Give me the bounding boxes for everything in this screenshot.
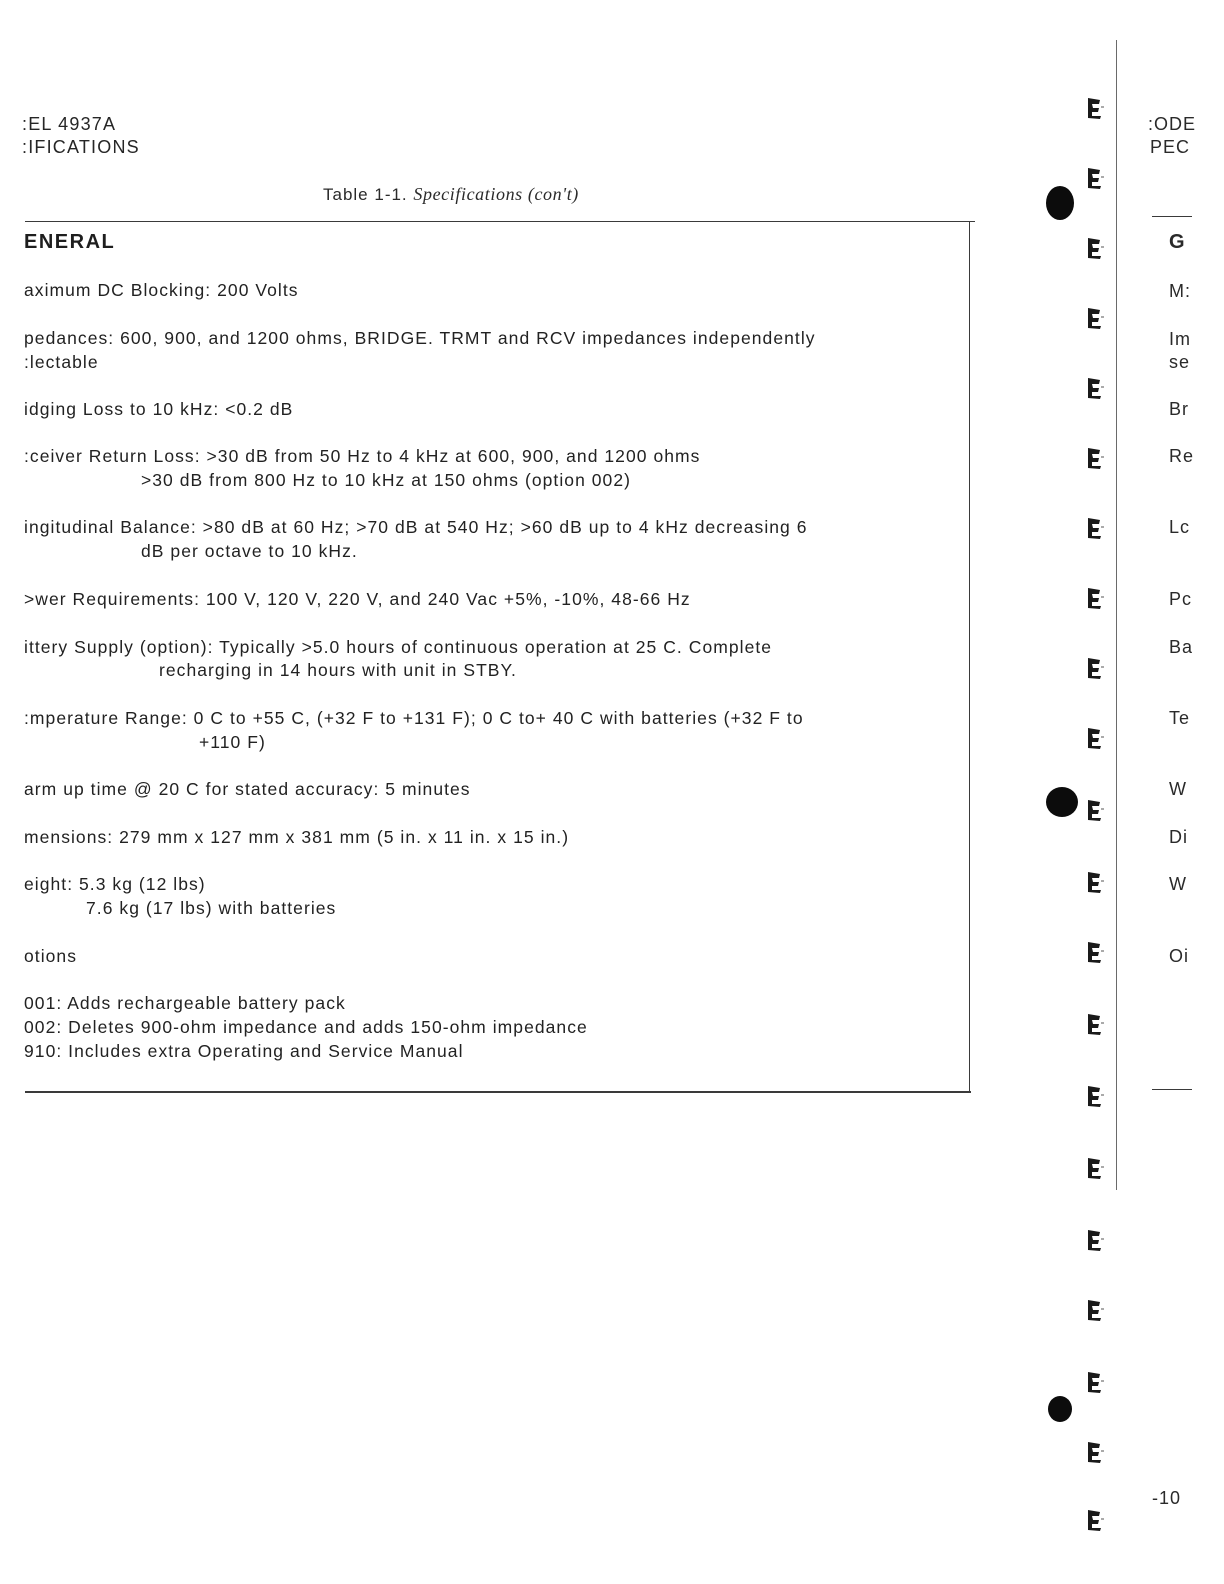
table-top-border [25,221,975,222]
spec-impedances: pedances: 600, 900, and 1200 ohms, BRIDGE. TRMT and RCV impedances independently [24,328,816,348]
spec-option-002: 002: Deletes 900-ohm impedance and adds 150-ohm impedance [24,1017,588,1037]
spec-longitudinal-balance-cont: dB per octave to 10 kHz. [141,541,358,561]
binder-ring-mark [1086,1228,1104,1252]
spec-warm-up-time: arm up time @ 20 C for stated accuracy: 5 minutes [24,779,471,799]
binder-ring-mark [1086,376,1104,400]
right-page-item: M: [1169,281,1191,301]
right-page-item: G [1169,231,1186,253]
binder-ring-mark [1086,1370,1104,1394]
spec-weight-cont: 7.6 kg (17 lbs) with batteries [86,898,337,918]
punch-hole-bottom [1048,1396,1072,1422]
spec-receiver-return-loss: :ceiver Return Loss: >30 dB from 50 Hz to 4 kHz at 600, 900, and 1200 ohms [24,446,701,466]
spec-dimensions: mensions: 279 mm x 127 mm x 381 mm (5 in. x 11 in. x 15 in.) [24,827,570,847]
spec-longitudinal-balance: ingitudinal Balance: >80 dB at 60 Hz; >70 dB at 540 Hz; >60 dB up to 4 kHz decreasing 6 [24,517,808,537]
spec-impedances-cont: :lectable [24,352,99,372]
table-bottom-border [25,1091,971,1093]
binder-ring-mark [1086,1012,1104,1036]
right-page-item: W [1169,874,1187,894]
table-caption-prefix: Table 1-1. [323,185,414,204]
right-page-header-1: :ODE [1148,114,1197,134]
section-title-general: ENERAL [24,231,116,253]
binder-ring-mark [1086,1508,1104,1532]
section-header: :IFICATIONS [22,137,140,157]
binder-ring-mark [1086,516,1104,540]
binder-ring-mark [1086,166,1104,190]
right-page-item: Te [1169,708,1191,728]
spec-option-001: 001: Adds rechargeable battery pack [24,993,346,1013]
binder-ring-mark [1086,96,1104,120]
right-page-item: Pc [1169,589,1193,609]
binder-ring-mark [1086,798,1104,822]
binder-ring-mark [1086,1156,1104,1180]
right-page-top-rule [1152,216,1192,217]
spec-weight: eight: 5.3 kg (12 lbs) [24,874,206,894]
right-page-item: Im [1169,329,1191,349]
page-number: -10 [1152,1488,1182,1508]
binder-ring-mark [1086,306,1104,330]
binder-ring-mark [1086,940,1104,964]
right-page-item: Oi [1169,946,1189,966]
binder-ring-mark [1086,1298,1104,1322]
spec-battery-supply-cont: recharging in 14 hours with unit in STBY. [159,660,517,680]
spec-options-heading: otions [24,946,77,966]
right-page-item: Br [1169,399,1189,419]
right-page-item: W [1169,779,1187,799]
punch-hole-middle [1046,787,1078,817]
binder-ring-mark [1086,726,1104,750]
right-page-item: Di [1169,827,1188,847]
spec-temperature-range-cont: +110 F) [199,732,266,752]
spec-option-910: 910: Includes extra Operating and Service Manual [24,1041,464,1061]
binder-ring-mark [1086,1440,1104,1464]
right-page-header-2: PEC [1150,137,1191,157]
model-header: :EL 4937A [22,114,117,134]
binder-ring-mark [1086,656,1104,680]
spec-bridging-loss: idging Loss to 10 kHz: <0.2 dB [24,399,294,419]
table-caption-italic: Specifications (con't) [413,184,579,204]
right-page-bottom-rule [1152,1089,1192,1090]
right-page-item: Lc [1169,517,1191,537]
spec-power-requirements: >wer Requirements: 100 V, 120 V, 220 V, and 240 Vac +5%, -10%, 48-66 Hz [24,589,691,609]
spec-temperature-range: :mperature Range: 0 C to +55 C, (+32 F to +131 F); 0 C to+ 40 C with batteries (+32 F to [24,708,804,728]
right-page-item: se [1169,352,1191,372]
right-page-item: Ba [1169,637,1194,657]
table-caption [323,184,579,205]
binder-ring-mark [1086,586,1104,610]
binder-ring-mark [1086,446,1104,470]
binder-ring-mark [1086,236,1104,260]
table-right-border [969,222,970,1093]
binder-ring-mark [1086,1084,1104,1108]
spec-receiver-return-loss-cont: >30 dB from 800 Hz to 10 kHz at 150 ohms (option 002) [141,470,631,490]
binder-spine [1116,40,1117,1190]
spec-battery-supply: ittery Supply (option): Typically >5.0 hours of continuous operation at 25 C. Complete [24,637,773,657]
right-page-item: Re [1169,446,1195,466]
punch-hole-top [1046,186,1074,220]
binder-ring-mark [1086,870,1104,894]
spec-dc-blocking: aximum DC Blocking: 200 Volts [24,280,299,300]
